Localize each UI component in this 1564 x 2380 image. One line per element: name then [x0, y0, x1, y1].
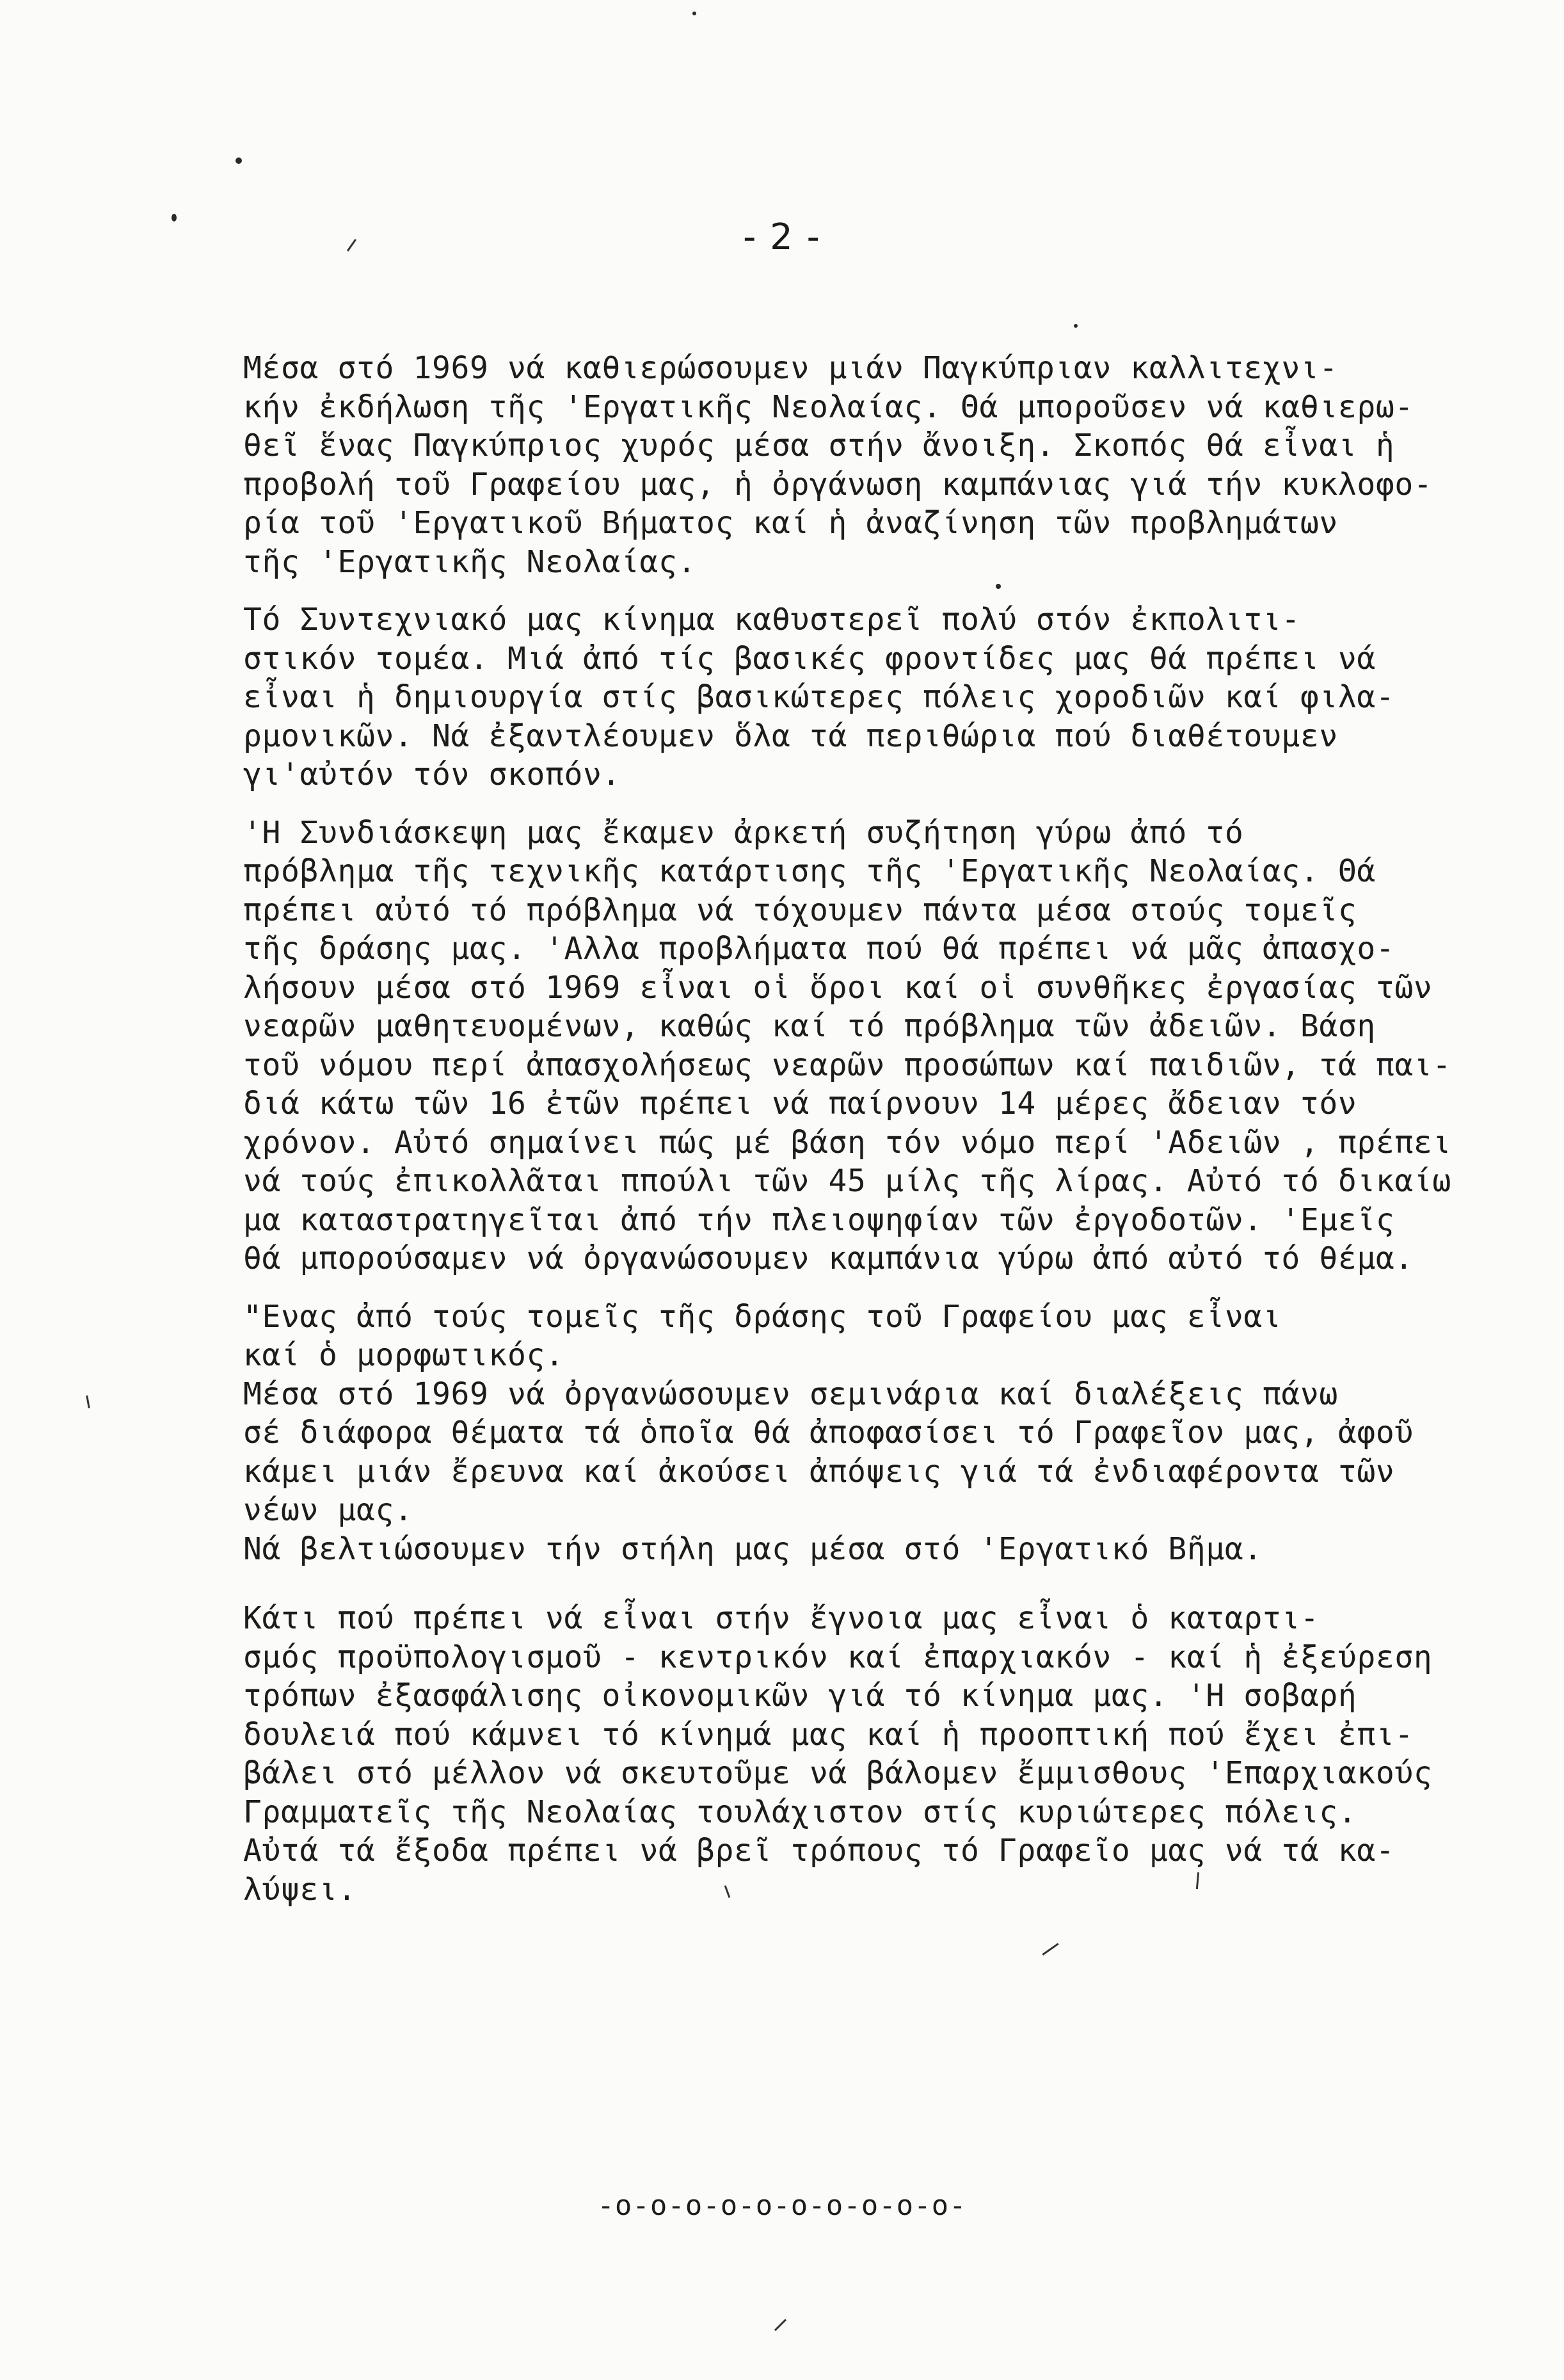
text-line: βάλει στό μέλλον νά σκευτοῦμε νά βάλομεν ἔμμισθους 'Επαρχιακούς — [243, 1755, 1433, 1791]
text-line: ρία τοῦ 'Εργατικοῦ Βήματος καί ἡ ἀναζίνηση τῶν προβλημάτων — [243, 505, 1338, 541]
text-line: νά τούς ἐπικολλᾶται ππούλι τῶν 45 μίλς τῆς λίρας. Αὐτό τό δικαίω — [243, 1163, 1451, 1199]
text-line: σέ διάφορα θέματα τά ὁποῖα θά ἀποφασίσει τό Γραφεῖον μας, ἀφοῦ — [243, 1415, 1414, 1451]
text-line: τοῦ νόμου περί ἀπασχολήσεως νεαρῶν προσώπων καί παιδιῶν, τά παι- — [243, 1047, 1451, 1083]
text-line: Γραμματεῖς τῆς Νεολαίας τουλάχιστον στίς κυριώτερες πόλεις. — [243, 1794, 1357, 1830]
page-number: - 2 - — [743, 216, 821, 258]
text-line: πρέπει αὐτό τό πρόβλημα νά τόχουμεν πάντα μέσα στούς τομεῖς — [243, 892, 1357, 928]
text-line: κήν ἐκδήλωση τῆς 'Εργατικῆς Νεολαίας. Θά μποροῦσεν νά καθιερω- — [243, 389, 1414, 425]
text-line: σμός προϋπολογισμοῦ - κεντρικόν καί ἐπαρχιακόν - καί ἡ ἐξεύρεση — [243, 1639, 1433, 1675]
text-line: προβολή τοῦ Γραφείου μας, ἡ ὀργάνωση καμπάνιας γιά τήν κυκλοφο- — [243, 466, 1433, 503]
text-line: 'Η Συνδιάσκεψη μας ἔκαμεν ἀρκετή συζήτηση γύρω ἀπό τό — [243, 814, 1244, 851]
text-line: εἶναι ἡ δημιουργία στίς βασικώτερες πόλεις χοροδιῶν καί φιλα- — [243, 679, 1395, 715]
paragraph-education-sector — [243, 1298, 1517, 1375]
paragraph-budget — [243, 1599, 1517, 1909]
text-line: νέων μας. — [243, 1492, 413, 1528]
text-line: θεῖ ἕνας Παγκύπριος χυρός μέσα στήν ἄνοιξη. Σκοπός θά εἶναι ἡ — [243, 428, 1395, 463]
text-line: πρόβλημα τῆς τεχνικῆς κατάρτισης τῆς 'Εργατικῆς Νεολαίας. Θά — [243, 853, 1376, 889]
text-line: "Ενας ἀπό τούς τομεῖς τῆς δράσης τοῦ Γραφείου μας εἶναι — [243, 1298, 1282, 1335]
text-line: κάμει μιάν ἔρευνα καί ἀκούσει ἀπόψεις γιά τά ἐνδιαφέροντα τῶν — [243, 1453, 1395, 1490]
text-line: καί ὁ μορφωτικός. — [243, 1337, 564, 1373]
text-line: νεαρῶν μαθητευομένων, καθώς καί τό πρόβλημα τῶν ἀδειῶν. Βάση — [243, 1008, 1376, 1044]
text-line: Μέσα στό 1969 νά ὀργανώσουμεν σεμινάρια καί διαλέξεις πάνω — [243, 1376, 1338, 1412]
body-text — [243, 349, 1517, 1909]
text-line: χρόνον. Αὐτό σημαίνει πώς μέ βάση τόν νόμο περί 'Αδειῶν , πρέπει — [243, 1124, 1451, 1161]
text-line: τρόπων ἐξασφάλισης οἰκονομικῶν γιά τό κίνημα μας. 'Η σοβαρή — [243, 1678, 1357, 1714]
closing-separator: -o-o-o-o-o-o-o-o-o-o- — [597, 2189, 967, 2222]
paragraph-column — [243, 1530, 1517, 1569]
text-line: τῆς 'Εργατικῆς Νεολαίας. — [243, 543, 696, 580]
text-line: δουλειά πού κάμνει τό κίνημά μας καί ἡ προοπτική πού ἔχει ἐπι- — [243, 1716, 1414, 1753]
text-line: θά μπορούσαμεν νά ὀργανώσουμεν καμπάνια γύρω ἀπό αὐτό τό θέμα. — [243, 1241, 1414, 1276]
text-line: διά κάτω τῶν 16 ἐτῶν πρέπει νά παίρνουν 14 μέρες ἄδειαν τόν — [243, 1086, 1357, 1122]
text-line: ρμονικῶν. Νά ἐξαντλέουμεν ὅλα τά περιθώρια πού διαθέτουμεν — [243, 718, 1338, 754]
text-line: μα καταστρατηγεῖται ἀπό τήν πλειοψηφίαν τῶν ἐργοδοτῶν. 'Εμεῖς — [243, 1202, 1395, 1238]
scan-speck — [1074, 324, 1078, 328]
paragraph-cultural-sector — [243, 600, 1517, 794]
text-line: λήσουν μέσα στό 1969 εἶναι οἱ ὅροι καί οἱ συνθῆκες ἐργασίας τῶν — [243, 969, 1433, 1006]
paragraph-technical-training — [243, 814, 1517, 1278]
text-line: Μέσα στό 1969 νά καθιερώσουμεν μιάν Παγκύπριαν καλλιτεχνι- — [243, 350, 1338, 386]
scan-speck — [692, 12, 696, 15]
paragraph-seminars — [243, 1375, 1517, 1530]
text-line: Αὐτά τά ἔξοδα πρέπει νά βρεῖ τρόπους τό Γραφεῖο μας νά τά κα- — [243, 1833, 1395, 1869]
scan-stroke — [86, 1395, 90, 1408]
scan-speck — [235, 157, 242, 164]
text-line: στικόν τομέα. Μιά ἀπό τίς βασικές φροντίδες μας θά πρέπει νά — [243, 640, 1376, 677]
scan-stroke — [774, 2319, 786, 2331]
paragraph-cultural-event — [243, 349, 1517, 581]
scan-stroke — [1042, 1943, 1058, 1956]
text-line: Τό Συντεχνιακό μας κίνημα καθυστερεῖ πολύ στόν ἐκπολιτι- — [243, 602, 1300, 638]
text-line: Κάτι πού πρέπει νά εἶναι στήν ἔγνοια μας εἶναι ὁ καταρτι- — [243, 1600, 1320, 1636]
text-line: γι'αὐτόν τόν σκοπόν. — [243, 757, 621, 792]
text-line: τῆς δράσης μας. 'Αλλα προβλήματα πού θά πρέπει νά μᾶς ἀπασχο- — [243, 931, 1395, 967]
text-line: Νά βελτιώσουμεν τήν στήλη μας μέσα στό 'Εργατικό Βῆμα. — [243, 1531, 1263, 1567]
text-line: λύψει. — [243, 1871, 356, 1908]
